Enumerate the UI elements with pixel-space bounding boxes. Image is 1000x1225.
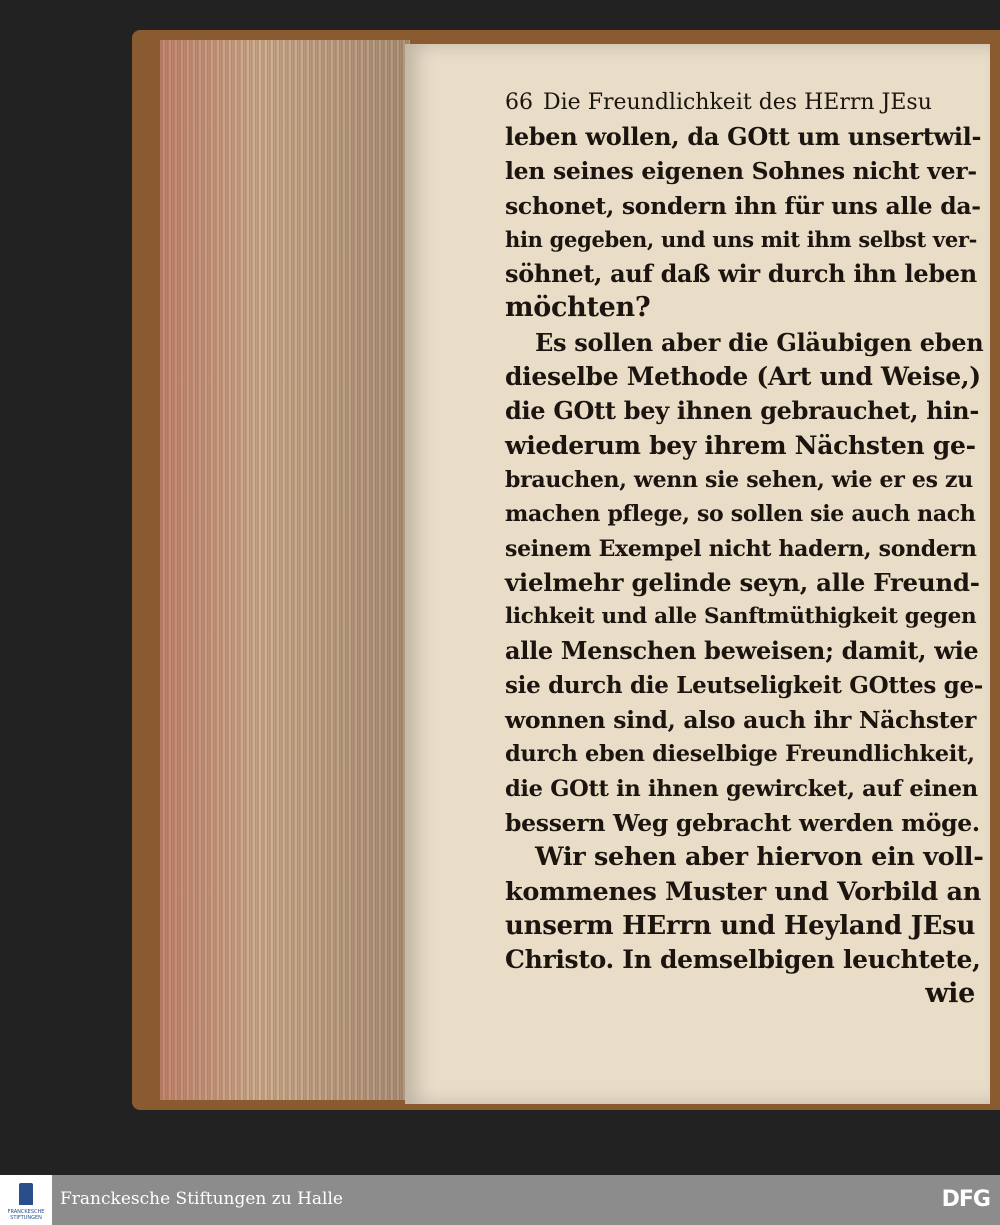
text-line: machen pflege, so sollen sie auch nach [505,501,976,528]
text-line: alle Menschen beweisen; damit, wie [505,636,979,666]
text-line: vielmehr gelinde seyn, alle Freund- [505,567,980,597]
text-line: seinem Exempel nicht hadern, sondern [505,535,977,562]
institution-logo[interactable] [0,1175,52,1225]
logo-text: FRANCKESCHE STIFTUNGEN [7,1209,45,1221]
building-icon [19,1183,33,1205]
text-line: wonnen sind, also auch ihr Nächster [505,706,977,735]
catchword: wie [925,978,975,1010]
text-lines [505,120,983,977]
text-line: len seines eigenen Sohnes nicht ver- [505,157,977,186]
text-line: Es sollen aber die Gläubigen eben [535,327,984,357]
text-line: möchten? [505,292,651,324]
text-line: durch eben dieselbige Freundlichkeit, [505,741,975,768]
institution-name: Franckesche Stiftungen zu Halle [60,1189,343,1209]
book-page [405,44,990,1104]
text-line: brauchen, wenn sie sehen, wie er es zu [505,466,973,493]
text-line: sie durch die Leutseligkeit GOttes ge- [505,671,984,699]
text-line: Christo. In demselbigen leuchtete, [505,945,981,975]
text-line: die GOtt bey ihnen gebrauchet, hin- [505,396,979,426]
page-number: 66 [505,90,533,115]
footer-bar [0,1175,1000,1225]
text-line: bessern Weg gebracht werden möge. [505,808,980,837]
text-line: Wir sehen aber hiervon ein voll- [535,842,984,873]
running-title: Die Freundlichkeit des HErrn JEsu [543,90,932,115]
text-line: leben wollen, da GOtt um unsertwil- [505,122,982,151]
text-line: schonet, sondern ihn für uns alle da- [505,191,981,220]
text-line: die GOtt in ihnen gewircket, auf einen [505,775,978,802]
page-text [505,86,983,1012]
text-line: wiederum bey ihrem Nächsten ge- [505,430,976,460]
text-line: unserm HErrn und Heyland JEsu [505,910,976,941]
text-line: dieselbe Methode (Art und Weise,) [505,362,981,392]
text-line: söhnet, auf daß wir durch ihn leben [505,259,977,289]
text-line: hin gegeben, und uns mit ihm selbst ver- [505,226,978,252]
text-line: lichkeit und alle Sanftmüthigkeit gegen [505,604,977,630]
page-edges [160,40,410,1100]
text-line: kommenes Muster und Vorbild an [505,876,981,907]
running-head [505,86,983,120]
dfg-logo[interactable]: DFG [941,1187,990,1212]
